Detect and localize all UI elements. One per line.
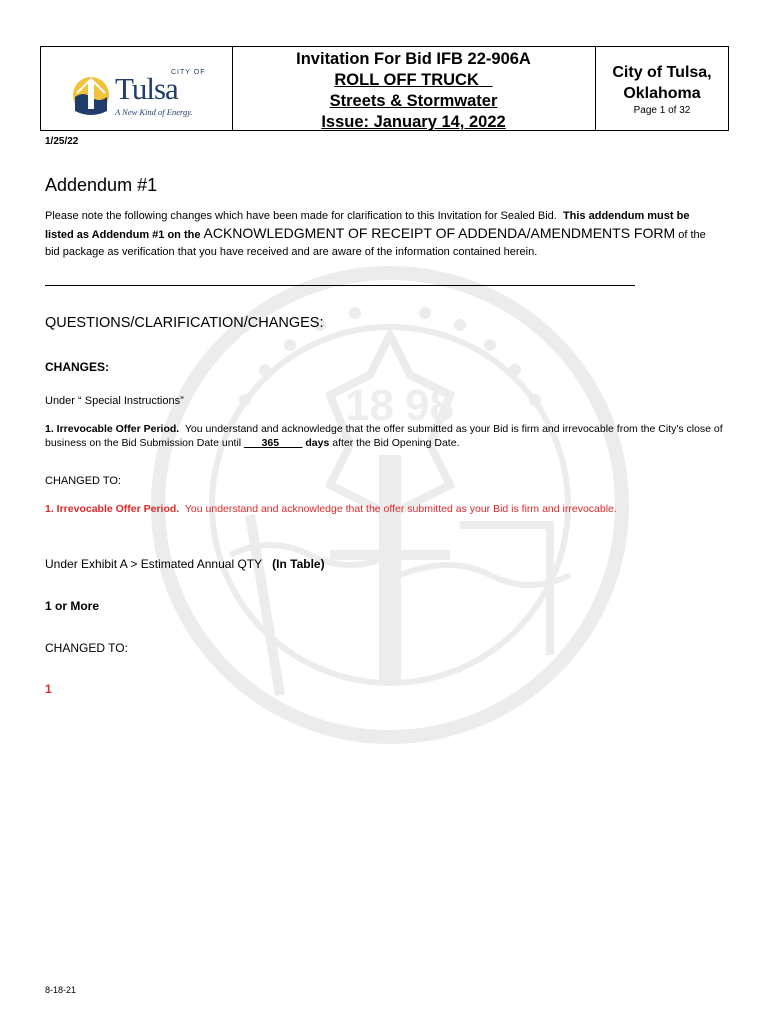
exhibit-reference (45, 557, 325, 571)
days-value: ___365____ (244, 437, 303, 449)
bid-issue-date: Issue: January 14, 2022 (321, 113, 506, 131)
exhibit-text: Under Exhibit A > Estimated Annual QTY (45, 557, 263, 571)
revised-clause-text: You understand and acknowledge that the offer submitted as your Bid is firm and irrevocable. (184, 503, 617, 515)
bid-item-name: ROLL OFF TRUCK (334, 71, 479, 89)
section-heading: QUESTIONS/CLARIFICATION/CHANGES: (45, 315, 324, 331)
clause-text-end: after the Bid Opening Date. (332, 437, 460, 449)
days-label: days (305, 437, 330, 449)
header-city-cell (596, 47, 728, 130)
revised-clause (45, 503, 617, 515)
bid-department: Streets & Stormwater (329, 92, 498, 110)
revised-clause-label: 1. Irrevocable Offer Period. (45, 503, 180, 515)
tulsa-emblem-icon (71, 71, 111, 119)
svg-text:98: 98 (405, 381, 454, 430)
horizontal-rule (45, 285, 635, 286)
special-instructions-ref: Under “ Special Instructions” (45, 395, 184, 407)
intro-instruction: This addendum must be listed as Addendum #1 on the (45, 210, 690, 241)
in-table-note: (In Table) (272, 557, 325, 571)
header-logo-cell (41, 47, 233, 130)
clause-text: You understand and acknowledge that the offer submitted as your Bid is firm and irrevocable from the City's close of business on the Bid Submission Date until (45, 423, 723, 449)
acknowledgment-form-name: ACKNOWLEDGMENT OF RECEIPT OF ADDENDA/AMENDMENTS FORM (203, 225, 676, 241)
original-clause (45, 422, 725, 450)
header-table (40, 46, 729, 131)
changed-to-label-2: CHANGED TO: (45, 641, 128, 655)
logo-city-of: CITY OF (171, 69, 206, 76)
header-title-cell (232, 47, 596, 130)
svg-text:18: 18 (345, 381, 394, 430)
changed-to-label: CHANGED TO: (45, 475, 121, 487)
revised-quantity: 1 (45, 682, 52, 696)
city-seal-watermark (150, 255, 630, 775)
intro-text: Please note the following changes which have been made for clarification to this Invitation for Sealed Bid. (45, 210, 557, 222)
original-quantity: 1 or More (45, 599, 100, 613)
footer-code: 8-18-21 (45, 985, 77, 995)
city-name: City of Tulsa, (612, 64, 712, 81)
intro-verification: of the bid package as verification that you have received and are aware of the information contained herein. (45, 229, 706, 258)
state-name: Oklahoma (623, 85, 701, 102)
clause-label: 1. Irrevocable Offer Period. (45, 423, 180, 435)
document-date: 1/25/22 (45, 136, 79, 147)
logo-tagline: A New Kind of Energy. (115, 107, 193, 117)
logo-tulsa-wordmark: Tulsa (115, 71, 178, 106)
city-of-tulsa-logo (71, 69, 211, 119)
intro-paragraph (45, 208, 715, 261)
addendum-title: Addendum #1 (45, 175, 158, 195)
changes-heading: CHANGES: (45, 360, 110, 374)
page-number: Page 1 of 32 (633, 105, 691, 116)
bid-title: Invitation For Bid IFB 22-906A (296, 50, 531, 68)
